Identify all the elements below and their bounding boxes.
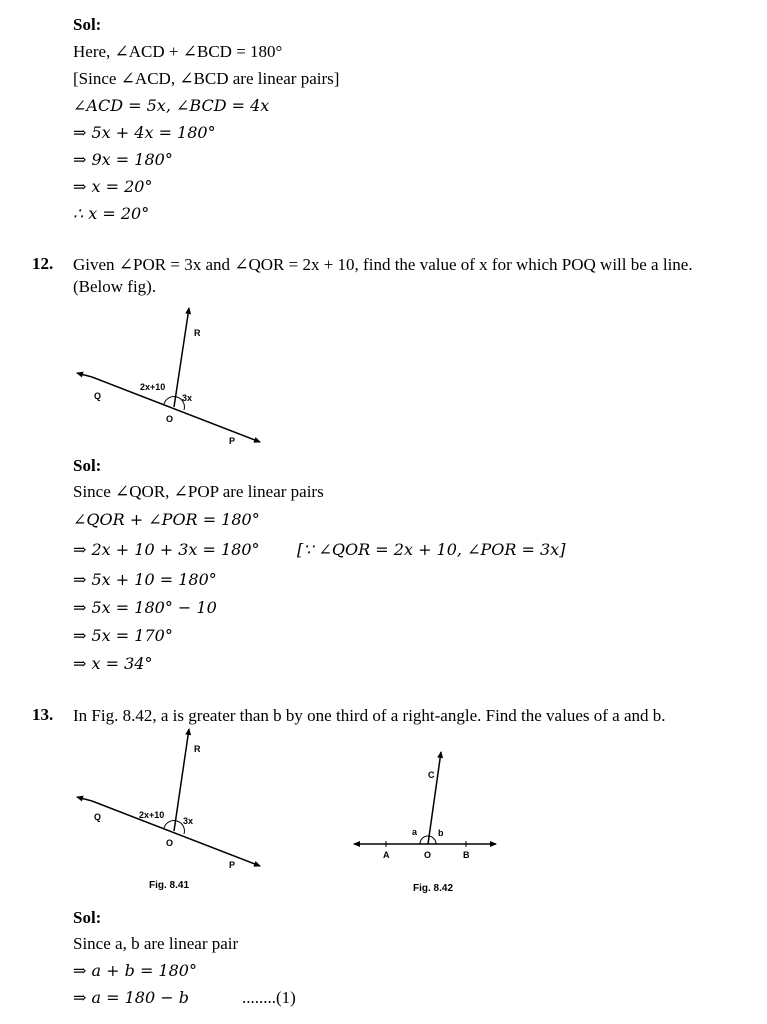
label-angle-b: b [438,828,444,838]
sol11-line-3: ∠ACD = 5x, ∠BCD = 4x [73,96,270,115]
sol11-line-7: ∴ x = 20° [73,204,150,223]
fig-8-42 [350,748,510,868]
fig-8-41-caption: Fig. 8.41 [149,880,190,891]
sol13-line-1: Since a, b are linear pair [73,934,239,953]
label-angle-a: a [412,827,418,837]
q12-text-line-1: Given ∠POR = 3x and ∠QOR = 2x + 10, find the value of x for which POQ will be a line. [73,255,693,274]
label-angle-left: 2x+10 [139,810,165,820]
label-angle-right: 3x [182,393,193,403]
sol11-heading: Sol: [73,15,102,34]
sol12-line-6: ⇒ 5x = 170° [73,626,173,645]
q13-number: 13. [32,705,54,724]
q12-figure [72,303,272,448]
label-c: C [428,770,435,780]
sol12-line-7: ⇒ x = 34° [73,654,153,673]
sol12-line-3: ⇒ 2x + 10 + 3x = 180° [73,540,260,559]
label-p: P [229,436,236,446]
sol11-line-2: [Since ∠ACD, ∠BCD are linear pairs] [73,69,340,88]
sol11-line-1: Here, ∠ACD + ∠BCD = 180° [73,42,283,61]
sol12-line-5: ⇒ 5x = 180° − 10 [73,598,217,617]
q12-text-line-2: (Below fig). [73,277,157,296]
label-r: R [194,744,201,754]
sol12-line-3-note: [∵ ∠QOR = 2x + 10, ∠POR = 3x] [297,540,566,559]
label-angle-right: 3x [183,816,194,826]
fig-8-42-caption: Fig. 8.42 [413,883,454,894]
label-q: Q [94,391,102,401]
sol13-line-3: ⇒ a = 180 − b [73,988,189,1007]
sol13-line-2: ⇒ a + b = 180° [73,961,197,980]
sol12-heading: Sol: [73,456,102,475]
q12-number: 12. [32,254,54,273]
label-r: R [194,328,201,338]
sol11-line-6: ⇒ x = 20° [73,177,153,196]
label-o: O [166,838,174,848]
label-o: O [424,850,432,860]
label-p: P [229,860,236,870]
line-qp [77,373,92,377]
sol11-line-4: ⇒ 5x + 4x = 180° [73,123,216,142]
sol12-line-2: ∠QOR + ∠POR = 180° [73,510,260,529]
sol11-line-5: ⇒ 9x = 180° [73,150,173,169]
sol13-heading: Sol: [73,908,102,927]
fig-8-41 [72,726,272,871]
label-b: B [463,850,470,860]
sol12-line-1: Since ∠QOR, ∠POP are linear pairs [73,482,324,501]
sol12-line-4: ⇒ 5x + 10 = 180° [73,570,217,589]
q13-text: In Fig. 8.42, a is greater than b by one third of a right-angle. Find the values of a and b. [73,706,666,725]
label-o: O [166,414,174,424]
label-q: Q [94,812,102,822]
label-angle-left: 2x+10 [140,382,166,392]
sol13-line-3-note: ........(1) [242,988,296,1007]
label-a: A [383,850,390,860]
